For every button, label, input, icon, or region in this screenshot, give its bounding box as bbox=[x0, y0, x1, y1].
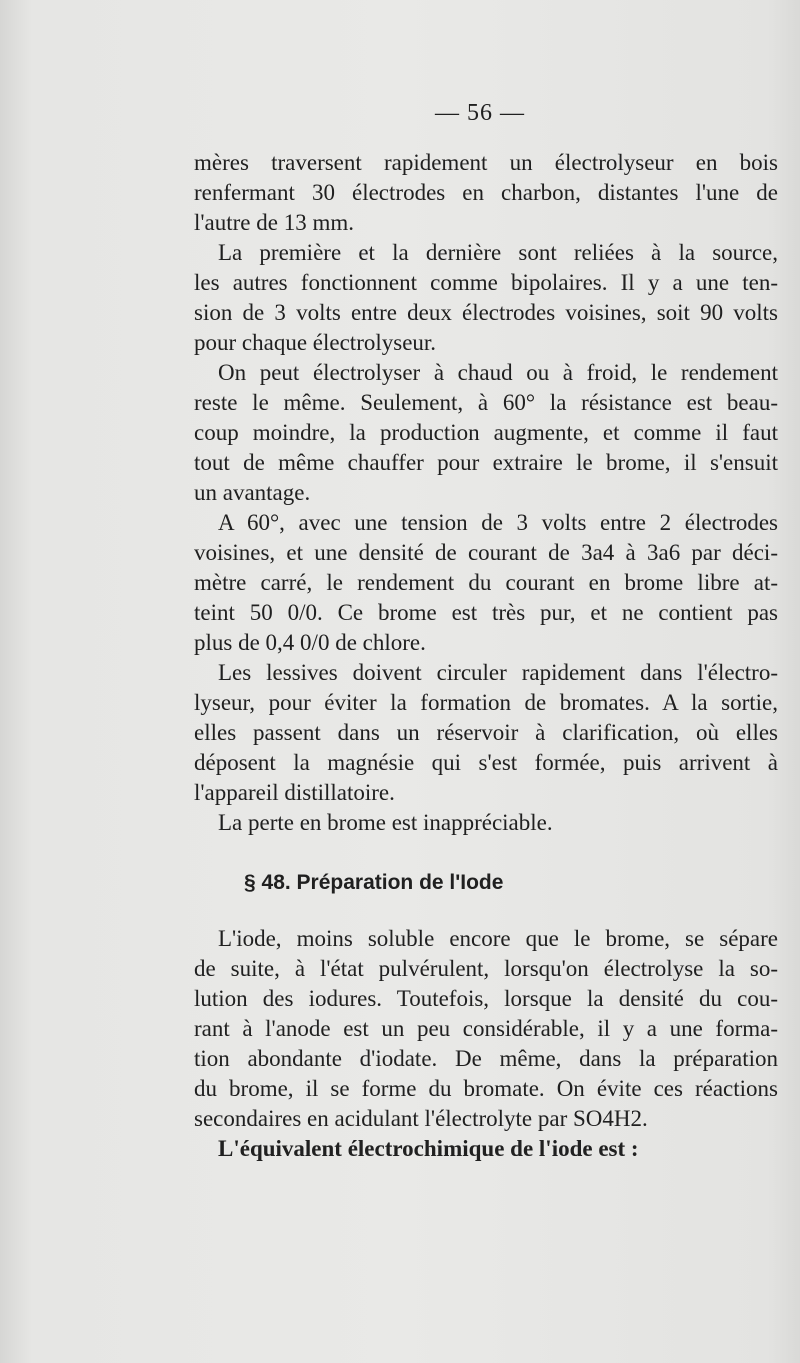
text-line: reste le même. Seulement, à 60° la résistance est beau- bbox=[194, 390, 778, 415]
text-line: l'appareil distillatoire. bbox=[194, 780, 395, 805]
body-text bbox=[194, 148, 778, 1164]
text-line: du brome, il se forme du bromate. On évite ces réactions bbox=[194, 1076, 778, 1101]
text-line: elles passent dans un réservoir à clarification, où elles bbox=[194, 720, 778, 745]
text-line: l'autre de 13 mm. bbox=[194, 210, 354, 235]
text-line: pour chaque électrolyseur. bbox=[194, 330, 437, 355]
text-line: tout de même chauffer pour extraire le brome, il s'ensuit bbox=[194, 450, 778, 475]
text-line: un avantage. bbox=[194, 480, 311, 505]
text-line: A 60°, avec une tension de 3 volts entre 2 électrodes bbox=[218, 510, 778, 535]
text-line: Les lessives doivent circuler rapidement dans l'électro- bbox=[218, 660, 778, 685]
text-line: les autres fonctionnent comme bipolaires. Il y a une ten- bbox=[194, 270, 778, 295]
text-line: lyseur, pour éviter la formation de bromates. A la sortie, bbox=[194, 690, 778, 715]
text-line: lution des iodures. Toutefois, lorsque la densité du cou- bbox=[194, 986, 778, 1011]
text-line: On peut électrolyser à chaud ou à froid, le rendement bbox=[218, 360, 778, 385]
paragraphs-before-heading bbox=[194, 148, 778, 838]
text-line: coup moindre, la production augmente, et comme il faut bbox=[194, 420, 778, 445]
text-line: sion de 3 volts entre deux électrodes voisines, soit 90 volts bbox=[194, 300, 778, 325]
text-line: plus de 0,4 0/0 de chlore. bbox=[194, 630, 426, 655]
text-line: La perte en brome est inappréciable. bbox=[218, 810, 553, 835]
text-line: mères traversent rapidement un électrolyseur en bois bbox=[194, 150, 778, 175]
text-line: La première et la dernière sont reliées à la source, bbox=[218, 240, 778, 265]
final-line: L'équivalent électrochimique de l'iode est : bbox=[218, 1136, 639, 1161]
text-line: teint 50 0/0. Ce brome est très pur, et ne contient pas bbox=[194, 600, 778, 625]
text-line: L'iode, moins soluble encore que le brome, se sépare bbox=[218, 926, 778, 951]
text-line: rant à l'anode est un peu considérable, il y a une forma- bbox=[194, 1016, 778, 1041]
text-line: secondaires en acidulant l'électrolyte par SO4H2. bbox=[194, 1106, 648, 1131]
text-line: déposent la magnésie qui s'est formée, puis arrivent à bbox=[194, 750, 778, 775]
section-heading: § 48. Préparation de l'Iode bbox=[244, 871, 504, 894]
text-line: renfermant 30 électrodes en charbon, distantes l'une de bbox=[194, 180, 778, 205]
text-line: de suite, à l'état pulvérulent, lorsqu'on électrolyse la so- bbox=[194, 956, 778, 981]
text-line: voisines, et une densité de courant de 3a4 à 3a6 par déci- bbox=[194, 540, 778, 565]
paragraphs-after-heading bbox=[194, 924, 778, 1134]
page-number: — 56 — bbox=[435, 100, 525, 126]
text-line: tion abondante d'iodate. De même, dans la préparation bbox=[194, 1046, 778, 1071]
text-line: mètre carré, le rendement du courant en brome libre at- bbox=[194, 570, 778, 595]
